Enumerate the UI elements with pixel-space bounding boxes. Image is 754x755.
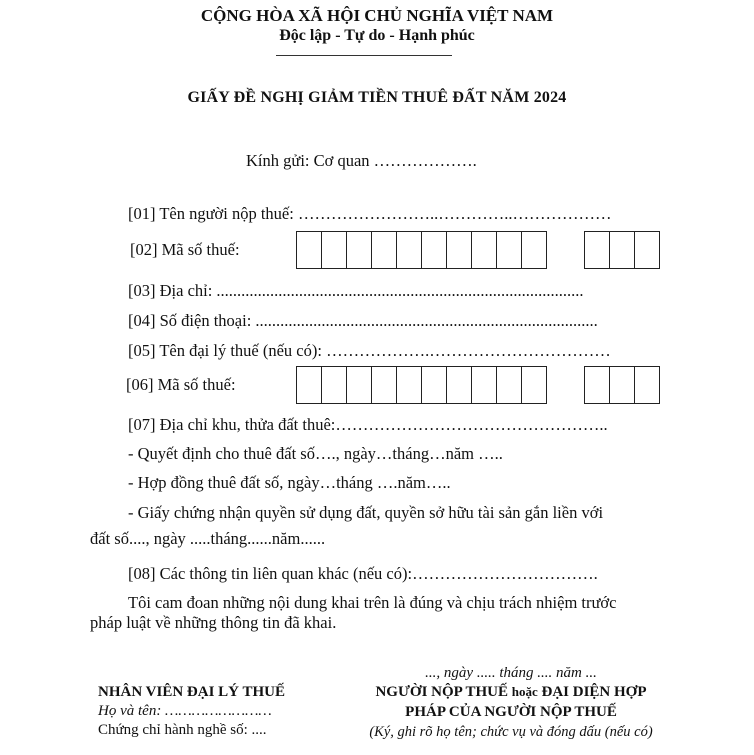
header-underline	[276, 55, 452, 56]
declaration-line-1: Tôi cam đoan những nội dung khai trên là đúng và chịu trách nhiệm trước	[128, 593, 617, 612]
tax-code-box	[521, 366, 547, 404]
tax-code-box	[634, 231, 660, 269]
tax-code-box	[609, 231, 635, 269]
item-lease-decision: - Quyết định cho thuê đất số…., ngày…tháng…năm …..	[128, 444, 503, 463]
item-land-certificate: - Giấy chứng nhận quyền sử dụng đất, quyền sở hữu tài sản gắn liền với	[128, 503, 604, 522]
tax-code-box	[371, 366, 397, 404]
declaration-line-2: pháp luật về những thông tin đã khai.	[90, 613, 337, 632]
tax-code-box	[421, 231, 447, 269]
item-land-certificate-cont: đất số...., ngày .....tháng......năm......	[90, 529, 326, 548]
tax-code-box	[634, 366, 660, 404]
tax-code-box	[321, 231, 347, 269]
agent-name-line: Họ và tên: ……………………	[98, 703, 272, 719]
field-land-address: [07] Địa chỉ khu, thửa đất thuê:…………………………………………..	[128, 415, 608, 434]
agent-certificate-line: Chứng chỉ hành nghề số: ....	[98, 722, 267, 738]
item-lease-contract: - Hợp đồng thuê đất số, ngày…tháng ….năm…..	[128, 473, 451, 492]
tax-code-box	[584, 366, 610, 404]
taxpayer-signature-title	[336, 684, 686, 701]
tax-code-box	[371, 231, 397, 269]
agent-signature-title: NHÂN VIÊN ĐẠI LÝ THUẾ	[98, 684, 285, 700]
taxpayer-title-part2: ĐẠI DIỆN HỢP	[537, 684, 647, 700]
tax-code-box	[496, 231, 522, 269]
national-title: CỘNG HÒA XÃ HỘI CHỦ NGHĨA VIỆT NAM	[200, 6, 554, 25]
tax-code-box	[471, 231, 497, 269]
tax-code-box	[446, 366, 472, 404]
tax-code-box	[296, 231, 322, 269]
tax-code-boxes-suffix	[584, 231, 659, 269]
taxpayer-title-or: hoặc	[511, 684, 538, 699]
tax-code-box	[496, 366, 522, 404]
field-phone: [04] Số điện thoại: ...................................................................................	[128, 311, 598, 330]
agent-tax-code-boxes-main	[296, 366, 546, 404]
tax-code-box	[421, 366, 447, 404]
field-tax-code-label: [02] Mã số thuế:	[130, 240, 240, 259]
agent-tax-code-boxes-suffix	[584, 366, 659, 404]
document-title: GIẤY ĐỀ NGHỊ GIẢM TIỀN THUÊ ĐẤT NĂM 2024	[187, 89, 567, 106]
tax-code-box	[471, 366, 497, 404]
motto: Độc lập - Tự do - Hạnh phúc	[279, 27, 475, 44]
taxpayer-signature-note: (Ký, ghi rõ họ tên; chức vụ và đóng dấu (nếu có)	[369, 724, 653, 740]
tax-code-boxes-main	[296, 231, 546, 269]
tax-code-box	[346, 231, 372, 269]
taxpayer-title-part1: NGƯỜI NỘP THUẾ	[375, 684, 512, 700]
tax-code-box	[446, 231, 472, 269]
tax-code-box	[396, 231, 422, 269]
addressee-line: Kính gửi: Cơ quan ……………….	[246, 151, 477, 170]
tax-code-box	[521, 231, 547, 269]
tax-code-box	[321, 366, 347, 404]
signing-date-line: ..., ngày ..... tháng .... năm ...	[425, 665, 597, 681]
tax-code-box	[346, 366, 372, 404]
field-tax-agent-name: [05] Tên đại lý thuế (nếu có): ……………….……………………………	[128, 341, 611, 360]
taxpayer-signature-title-line2: PHÁP CỦA NGƯỜI NỘP THUẾ	[405, 704, 617, 720]
field-taxpayer-name: [01] Tên người nộp thuế: ……………………..…………..………………	[128, 204, 612, 223]
tax-code-box	[584, 231, 610, 269]
field-agent-tax-code-label: [06] Mã số thuế:	[126, 375, 236, 394]
field-address: [03] Địa chỉ: .........................................................................................	[128, 281, 584, 300]
tax-code-box	[609, 366, 635, 404]
field-other-info: [08] Các thông tin liên quan khác (nếu có):…………………………….	[128, 564, 598, 583]
tax-code-box	[396, 366, 422, 404]
tax-code-box	[296, 366, 322, 404]
